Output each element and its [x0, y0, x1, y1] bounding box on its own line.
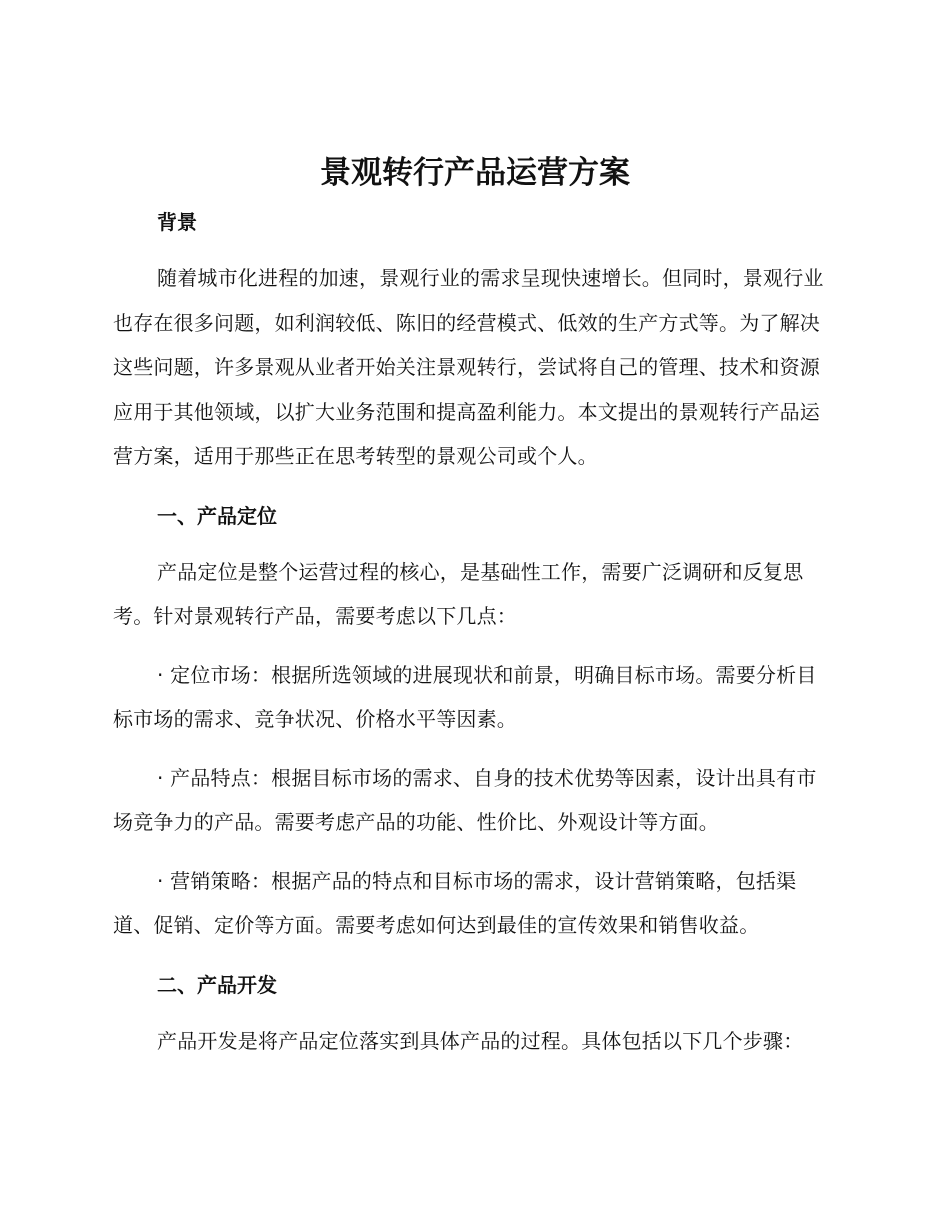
document-body: [113, 202, 833, 1063]
bullet-marketing-strategy: · 营销策略：根据产品的特点和目标市场的需求，设计营销策略，包括渠道、促销、定价等方面。需要考虑如何达到最佳的宣传效果和销售收益。: [113, 868, 797, 937]
paragraph-background: 随着城市化进程的加速，景观行业的需求呈现快速增长。但同时，景观行业也存在很多问题，如利润较低、陈旧的经营模式、低效的生产方式等。为了解决这些问题，许多景观从业者开始关注景观转行，尝试将自己的管理、技术和资源应用于其他领域，以扩大业务范围和提高盈利能力。本文提出的景观转行产品运营方案，适用于那些正在思考转型的景观公司或个人。: [113, 266, 824, 468]
section-heading-development: 二、产品开发: [157, 972, 277, 997]
paragraph-positioning: 产品定位是整个运营过程的核心，是基础性工作，需要广泛调研和反复思考。针对景观转行产品，需要考虑以下几点：: [113, 559, 804, 628]
bullet-product-features: · 产品特点：根据目标市场的需求、自身的技术优势等因素，设计出具有市场竞争力的产品。需要考虑产品的功能、性价比、外观设计等方面。: [113, 765, 817, 834]
section-heading-background: 背景: [157, 210, 197, 234]
bullet-target-market: · 定位市场：根据所选领域的进展现状和前景，明确目标市场。需要分析目标市场的需求、竞争状况、价格水平等因素。: [113, 662, 817, 731]
paragraph-development: 产品开发是将产品定位落实到具体产品的过程。具体包括以下几个步骤：: [157, 1028, 804, 1053]
document-title: 景观转行产品运营方案: [320, 155, 630, 191]
section-heading-positioning: 一、产品定位: [157, 503, 277, 528]
